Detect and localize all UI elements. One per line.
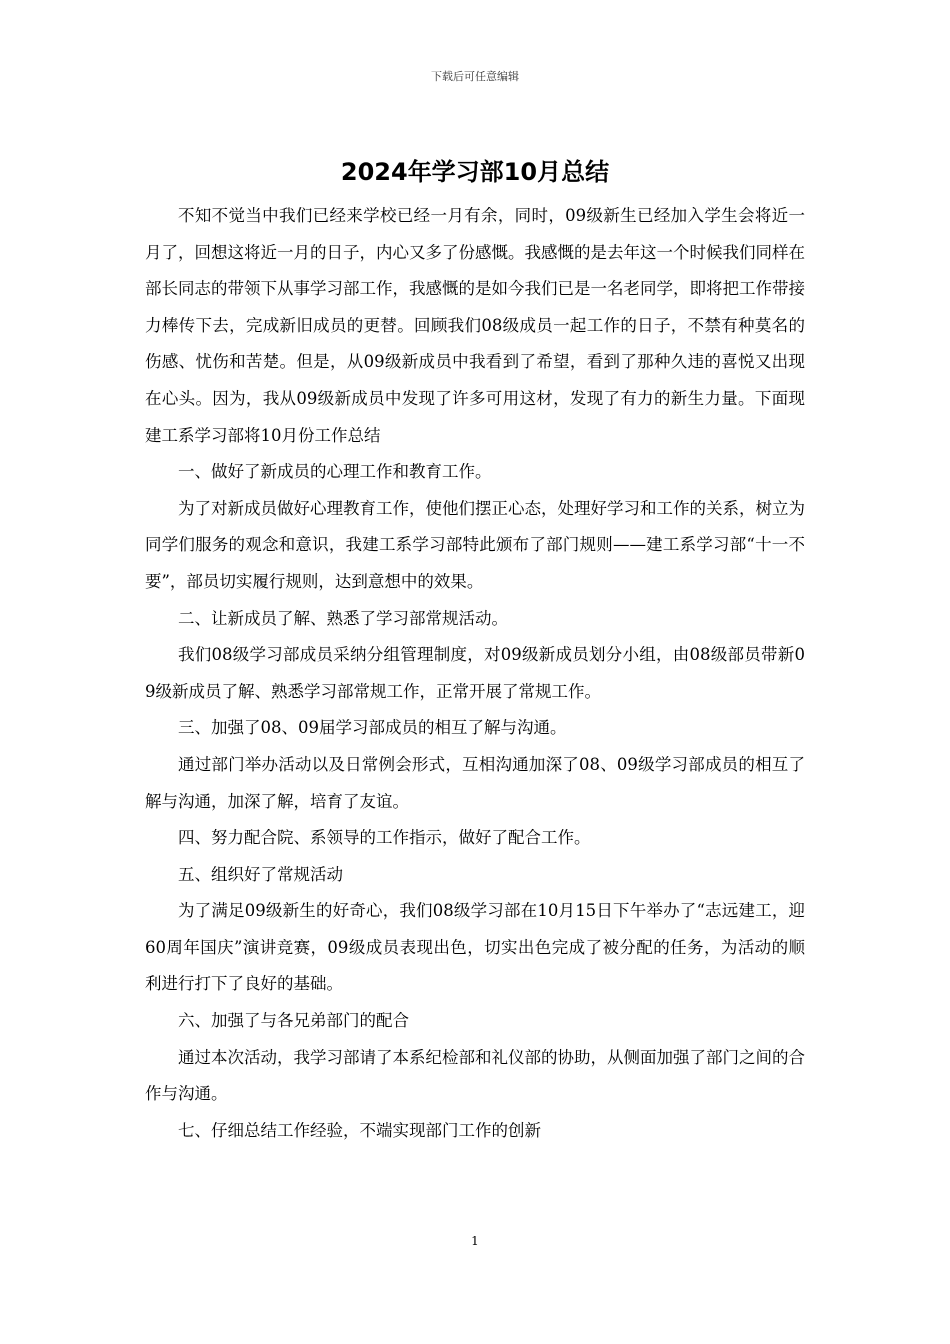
heading-item-4: 四、努力配合院、系领导的工作指示，做好了配合工作。 (178, 828, 591, 848)
document-title: 2024年学习部10月总结 (340, 158, 610, 186)
heading-item-2: 二、让新成员了解、熟悉了学习部常规活动。 (178, 608, 508, 628)
paragraph-item-6: 通过本次活动，我学习部请了本系纪检部和礼仪部的协助，从侧面加强了部门之间的合作与沟通。 (145, 1047, 805, 1104)
heading-item-1: 一、做好了新成员的心理工作和教育工作。 (178, 462, 492, 482)
paragraph-item-5: 为了满足09级新生的好奇心，我们08级学习部在10月15日下午举办了“志远建工，迎60周年国庆”演讲竞赛，09级成员表现出色，切实出色完成了被分配的任务，为活动的顺利进行打下了良好的基础。 (145, 901, 805, 994)
header-note: 下载后可任意编辑 (431, 70, 519, 83)
paragraph-item-2: 我们08级学习部成员采纳分组管理制度，对09级新成员划分小组，由08级部员带新09级新成员了解、熟悉学习部常规工作，正常开展了常规工作。 (145, 645, 805, 701)
paragraph-item-1: 为了对新成员做好心理教育工作，使他们摆正心态，处理好学习和工作的关系，树立为同学们服务的观念和意识，我建工系学习部特此颁布了部门规则——建工系学习部“十一不要”，部员切实履行规则，达到意想中的效果。 (145, 498, 805, 591)
page-number: 1 (471, 1234, 479, 1248)
paragraph-item-3: 通过部门举办活动以及日常例会形式，互相沟通加深了08、09级学习部成员的相互了解与沟通，加深了解，培育了友谊。 (145, 754, 805, 811)
document-body (145, 198, 805, 1149)
heading-item-5: 五、组织好了常规活动 (178, 864, 343, 884)
heading-item-7: 七、仔细总结工作经验，不端实现部门工作的创新 (178, 1120, 541, 1140)
heading-item-3: 三、加强了08、09届学习部成员的相互了解与沟通。 (178, 718, 567, 738)
heading-item-6: 六、加强了与各兄弟部门的配合 (178, 1011, 409, 1031)
paragraph-intro: 不知不觉当中我们已经来学校已经一月有余，同时，09级新生已经加入学生会将近一月了，回想这将近一月的日子，内心又多了份感慨。我感慨的是去年这一个时候我们同样在部长同志的带领下从事学习部工作，我感慨的是如今我们已是一名老同学，即将把工作带接力棒传下去，完成新旧成员的更替。回顾我们08级成员一起工作的日子，不禁有种莫名的伤感、忧伤和苦楚。但是，从09级新成员中我看到了希望，看到了那种久违的喜悦又出现在心头。因为，我从09级新成员中发现了许多可用这材，发现了有力的新生力量。下面现建工系学习部将10月份工作总结 (145, 206, 805, 445)
